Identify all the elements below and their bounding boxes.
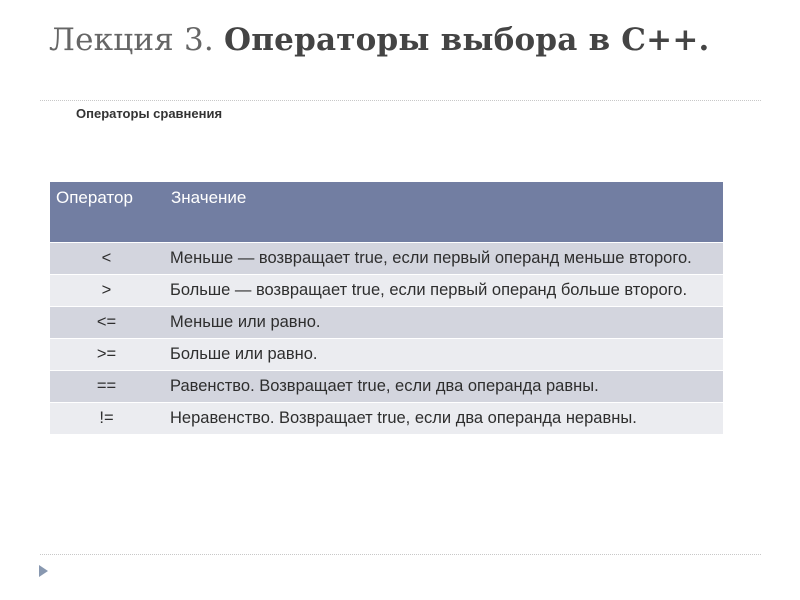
meaning-cell: Неравенство. Возвращает true, если два операнда неравны. [163,402,723,434]
meaning-cell: Больше — возвращает true, если первый операнд больше второго. [163,274,723,306]
table-header-row [50,182,723,242]
operator-cell: >= [50,338,163,370]
title-divider [40,100,761,101]
comparison-operators-table [50,182,723,434]
operator-cell: < [50,242,163,274]
table-row [50,274,723,306]
title-main: Операторы выбора в С++. [224,22,710,58]
subtitle: Операторы сравнения [76,106,223,121]
title-prefix: Лекция 3. [49,22,214,58]
comparison-operators-table-frame [50,182,723,434]
table-row [50,402,723,434]
table-row [50,338,723,370]
table-row [50,370,723,402]
table-row [50,306,723,338]
operator-cell: > [50,274,163,306]
operator-cell: <= [50,306,163,338]
meaning-cell: Меньше или равно. [163,306,723,338]
bottom-divider [40,554,761,555]
meaning-cell: Меньше — возвращает true, если первый операнд меньше второго. [163,242,723,274]
slide-title [49,22,710,58]
header-meaning: Значение [163,182,723,242]
meaning-cell: Больше или равно. [163,338,723,370]
header-operator: Оператор [50,182,163,242]
table-row [50,242,723,274]
triangle-bullet-icon [39,565,48,577]
operator-cell: != [50,402,163,434]
meaning-cell: Равенство. Возвращает true, если два операнда равны. [163,370,723,402]
operator-cell: == [50,370,163,402]
